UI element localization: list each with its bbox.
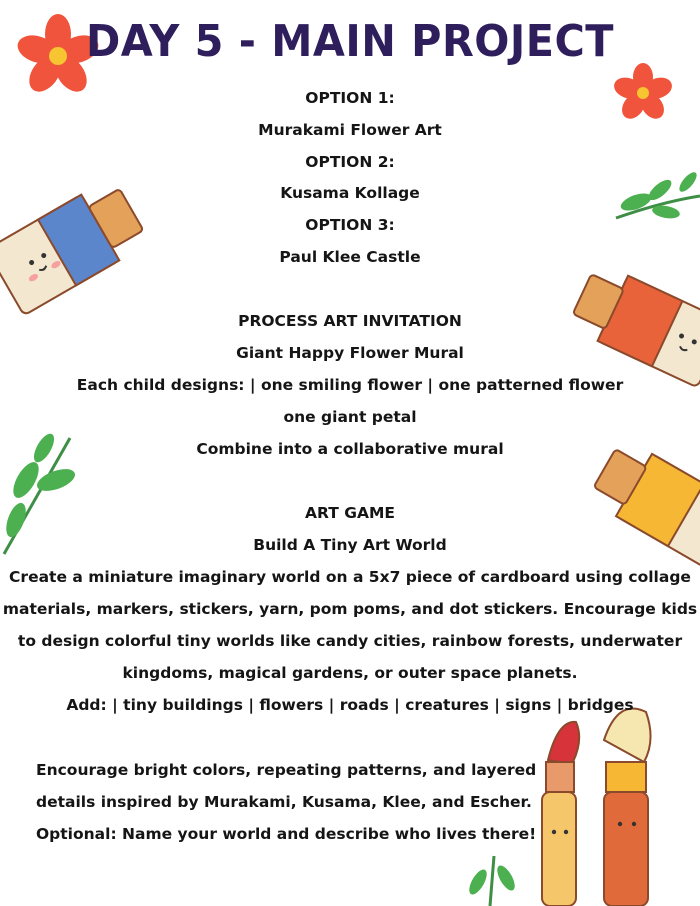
process-heading: PROCESS ART INVITATION <box>238 312 462 330</box>
closing-line: Encourage bright colors, repeating patterns, and layered <box>36 761 537 779</box>
game-heading: ART GAME <box>305 504 395 522</box>
option-2-name: Kusama Kollage <box>280 184 420 202</box>
game-desc-line: kingdoms, magical gardens, or outer space planets. <box>122 664 578 682</box>
process-line-3: Combine into a collaborative mural <box>196 440 504 458</box>
option-1-name: Murakami Flower Art <box>258 121 442 139</box>
closing-line: details inspired by Murakami, Kusama, Klee, and Escher. <box>36 793 532 811</box>
closing-line: Optional: Name your world and describe who lives there! <box>36 825 537 843</box>
game-add-line: Add: | tiny buildings | flowers | roads | creatures | signs | bridges <box>66 696 634 714</box>
paintbrush-icon <box>518 700 698 906</box>
game-name: Build A Tiny Art World <box>253 536 447 554</box>
game-desc-line: materials, markers, stickers, yarn, pom poms, and dot stickers. Encourage kids <box>2 600 698 618</box>
process-line-1: Each child designs: | one smiling flower | one patterned flower <box>76 376 624 394</box>
option-3-heading: OPTION 3: <box>305 216 395 234</box>
option-1-heading: OPTION 1: <box>305 89 395 107</box>
page-title: DAY 5 - MAIN PROJECT <box>86 16 614 67</box>
process-line-2: one giant petal <box>283 408 417 426</box>
game-desc-line: to design colorful tiny worlds like candy cities, rainbow forests, underwater <box>17 632 683 650</box>
option-2-heading: OPTION 2: <box>305 153 395 171</box>
option-3-name: Paul Klee Castle <box>279 248 421 266</box>
game-desc-line: Create a miniature imaginary world on a 5x7 piece of cardboard using collage <box>9 568 691 586</box>
process-name: Giant Happy Flower Mural <box>236 344 464 362</box>
leaf-sprig-icon <box>450 852 530 906</box>
